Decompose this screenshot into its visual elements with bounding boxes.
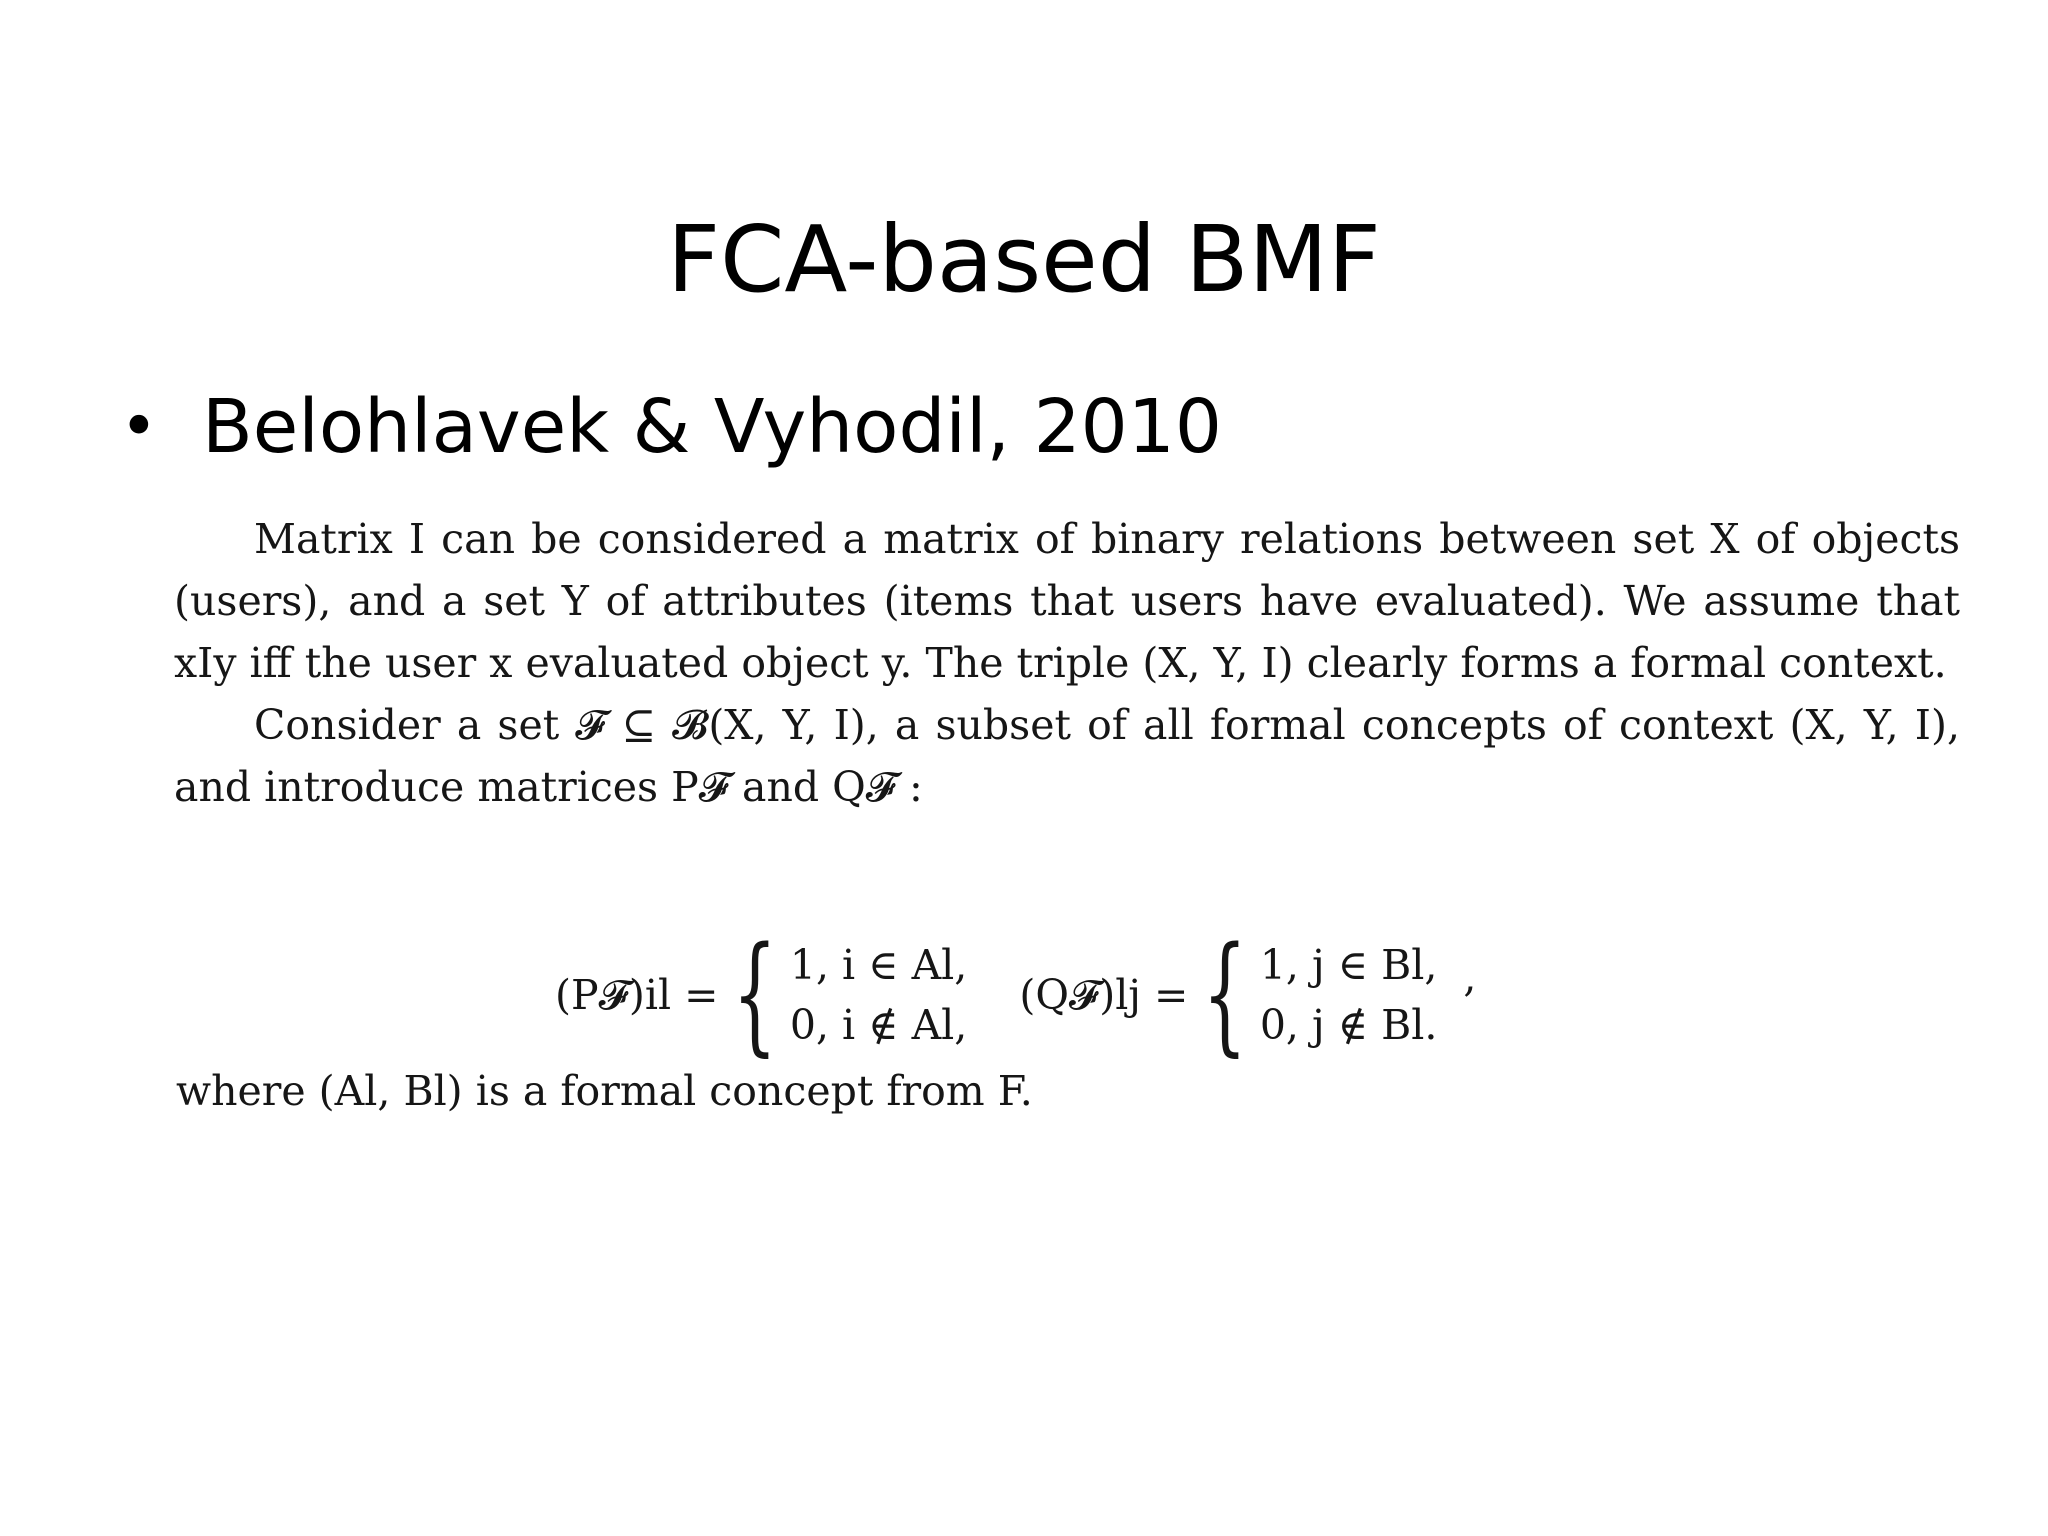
q-case-not-in: 0, j ∉ Bl. (1259, 1001, 1438, 1049)
bullet-dot-icon: • (120, 390, 158, 464)
q-matrix-lhs: (Q𝓕)lj = (1019, 970, 1189, 1019)
paragraph-2-text: Consider a set 𝓕 ⊆ 𝓑(X, Y, I), a subset of all formal concepts of context (X, Y, I), and introduce matrices P𝓕 and Q𝓕 : (174, 701, 1960, 811)
excerpt-paragraph-2 (174, 694, 1960, 818)
p-matrix-cases (790, 935, 967, 1055)
p-case-in: 1, i ∈ Al, (789, 941, 968, 989)
paper-excerpt (174, 508, 1960, 818)
left-brace-icon: { (1202, 920, 1248, 1069)
matrix-definition-formula (555, 920, 1476, 1070)
left-brace-icon: { (732, 920, 778, 1069)
q-matrix-cases (1260, 935, 1438, 1055)
bullet-item (120, 372, 1222, 482)
where-clause: where (Al, Bl) is a formal concept from F. (176, 1067, 1033, 1115)
p-matrix-lhs: (P𝓕)il = (555, 970, 719, 1019)
q-case-in: 1, j ∈ Bl, (1259, 941, 1438, 989)
p-case-not-in: 0, i ∉ Al, (789, 1001, 968, 1049)
slide-title: FCA-based BMF (667, 206, 1381, 313)
excerpt-paragraph-1 (174, 508, 1960, 694)
bullet-text: Belohlavek & Vyhodil, 2010 (202, 384, 1222, 470)
formula-trailing-comma: , (1463, 953, 1477, 1001)
paragraph-1-text: Matrix I can be considered a matrix of binary relations between set X of objects (users), and a set Y of attributes (items that users have evaluated). We assume that xIy iff the user x evaluated object y. The triple (X, Y, I) clearly forms a formal context. (174, 515, 1960, 687)
